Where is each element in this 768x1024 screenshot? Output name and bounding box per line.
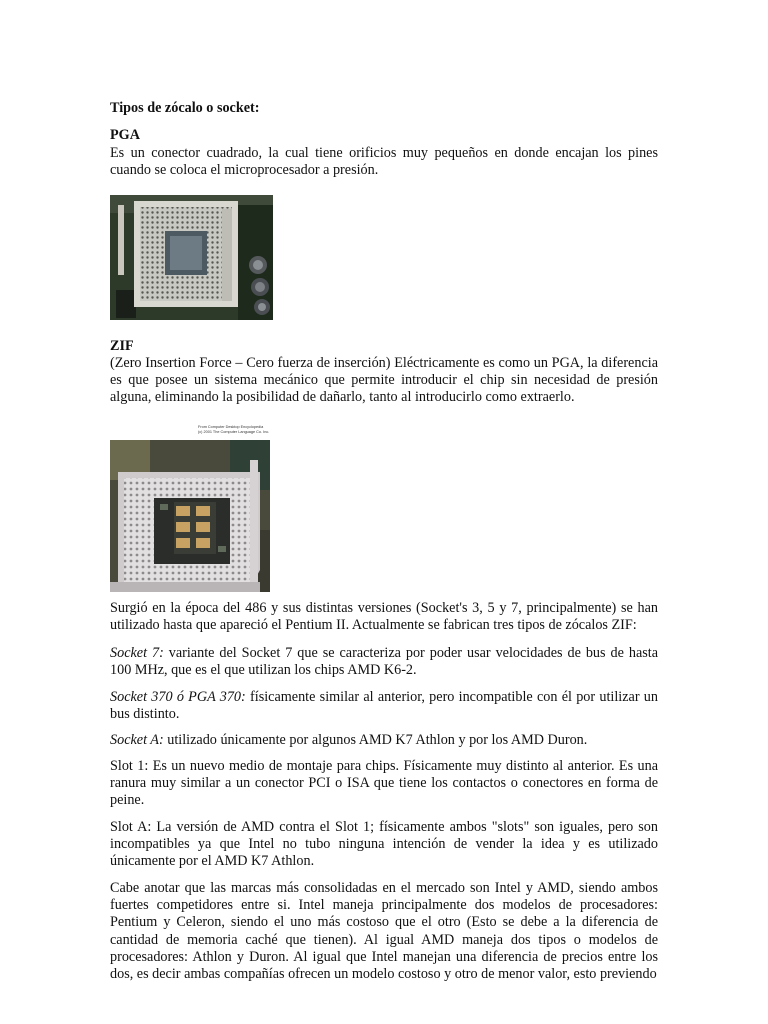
socket7-text: variante del Socket 7 que se caracteriza por poder usar velocidades de bus de hasta 100 MHz, que es el que utilizan los chips AMD K6-2. (110, 645, 658, 679)
zif-history-paragraph: Surgió en la época del 486 y sus distintas versiones (Socket's 3, 5 y 7, principalmente) se han utilizado hasta que apareció el Pentium II. Actualmente se fabrican tres tipos de zócalos ZIF: (110, 600, 658, 634)
page-title: Tipos de zócalo o socket: (110, 100, 260, 116)
socketA-text: utilizado únicamente por algunos AMD K7 Athlon y por los AMD Duron. (163, 732, 588, 748)
zif-heading: ZIF (110, 338, 134, 354)
socket370-text: físicamente similar al anterior, pero incompatible con él por utilizar un bus distinto. (110, 689, 658, 723)
pga-socket-photo (110, 195, 273, 320)
zif-socket-photo (110, 420, 270, 592)
socket7-term: Socket 7: (110, 645, 164, 661)
socket370-term: Socket 370 ó PGA 370: (110, 689, 246, 705)
socketA-paragraph (110, 732, 658, 749)
pga-heading: PGA (110, 127, 140, 143)
slot1-paragraph: Slot 1: Es un nuevo medio de montaje para chips. Físicamente muy distinto al anterior. Es una ranura muy similar a un conector PCI o ISA que tiene los contactos o conectores en forma de peine. (110, 758, 658, 809)
socket370-paragraph (110, 689, 658, 723)
photo-caption-2: (c) 2001 The Computer Language Co. Inc. (198, 430, 270, 434)
socket7-paragraph (110, 645, 658, 679)
pga-description: Es un conector cuadrado, la cual tiene orificios muy pequeños en donde encajan los pines cuando se coloca el microprocesador a presión. (110, 145, 658, 179)
brands-paragraph: Cabe anotar que las marcas más consolidadas en el mercado son Intel y AMD, siendo ambos fuertes competidores entre si. Intel maneja principalmente dos modelos de procesadores: Pentium y Celeron, siendo el uno más costoso que el otro (Esto se debe a la diferencia de cantidad de memoria caché que tienen). Al igual AMD maneja dos tipos o modelos de procesadores: Athlon y Duron. Al igual que Intel manejan una diferencia de precios entre los dos, es decir ambas compañías ofrecen un modelo costoso y otro de menor valor, esto previendo (110, 880, 658, 983)
photo-caption-1: From Computer Desktop Encyclopedia (198, 425, 264, 429)
zif-description: (Zero Insertion Force – Cero fuerza de inserción) Eléctricamente es como un PGA, la diferencia es que posee un sistema mecánico que permite introducir el chip sin necesidad de presión alguna, eliminando la posibilidad de dañarlo, tanto al introducirlo como extraerlo. (110, 355, 658, 406)
slotA-paragraph: Slot A: La versión de AMD contra el Slot 1; físicamente ambos "slots" son iguales, pero son incompatibles ya que Intel no tubo ninguna intención de vender la idea y es utilizado únicamente por el AMD K7 Athlon. (110, 819, 658, 870)
socketA-term: Socket A: (110, 732, 164, 748)
